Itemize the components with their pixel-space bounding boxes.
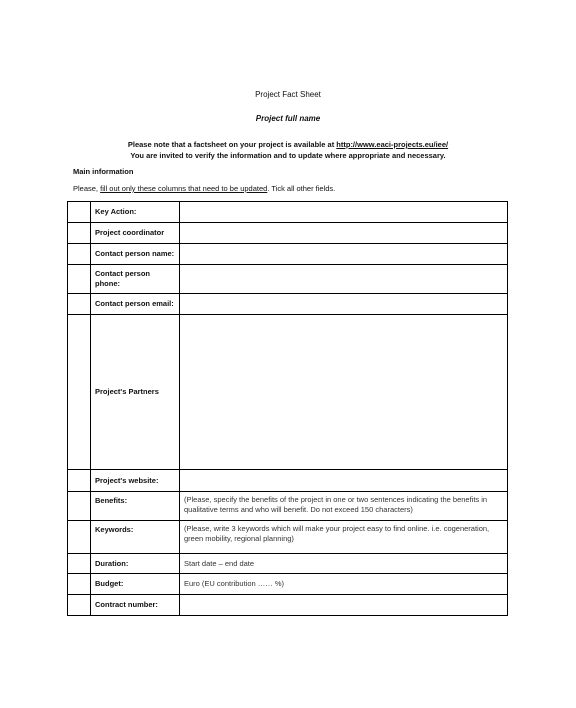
notice-text <box>0 139 576 161</box>
tick-cell[interactable] <box>68 492 91 521</box>
field-value[interactable] <box>180 223 508 244</box>
table-row <box>68 574 508 595</box>
factsheet-link[interactable]: http://www.eaci-projects.eu/iee/ <box>336 140 449 149</box>
field-value[interactable] <box>180 244 508 265</box>
table-row <box>68 223 508 244</box>
field-label: Contract number: <box>91 595 180 616</box>
field-value[interactable]: (Please, specify the benefits of the project in one or two sentences indicating the benefits in qualitative terms and who will benefit. Do not exceed 150 characters) <box>180 492 508 521</box>
field-value[interactable] <box>180 202 508 223</box>
field-value[interactable]: Start date – end date <box>180 554 508 574</box>
table-row <box>68 595 508 616</box>
instruction-prefix: Please, <box>73 184 101 193</box>
tick-cell[interactable] <box>68 223 91 244</box>
field-label: Budget: <box>91 574 180 595</box>
instruction-text <box>73 184 335 193</box>
table-row <box>68 470 508 492</box>
field-label: Key Action: <box>91 202 180 223</box>
tick-cell[interactable] <box>68 265 91 294</box>
table-row <box>68 244 508 265</box>
tick-cell[interactable] <box>68 554 91 574</box>
field-value[interactable] <box>180 294 508 315</box>
table-row <box>68 554 508 574</box>
field-label: Project coordinator <box>91 223 180 244</box>
table-row <box>68 265 508 294</box>
instruction-underlined: fill out only these columns that need to be updated <box>100 184 268 193</box>
tick-cell[interactable] <box>68 470 91 492</box>
table-row <box>68 202 508 223</box>
section-heading: Main information <box>73 167 134 176</box>
tick-cell[interactable] <box>68 521 91 554</box>
field-label: Contact person phone: <box>91 265 180 294</box>
tick-cell[interactable] <box>68 574 91 595</box>
field-label: Benefits: <box>91 492 180 521</box>
document-title: Project Fact Sheet <box>255 90 321 99</box>
project-info-table <box>67 201 508 616</box>
field-label: Duration: <box>91 554 180 574</box>
tick-cell[interactable] <box>68 294 91 315</box>
table-row <box>68 492 508 521</box>
field-label: Project's Partners <box>91 315 180 470</box>
tick-cell[interactable] <box>68 244 91 265</box>
project-full-name: Project full name <box>255 114 321 123</box>
field-label: Project's website: <box>91 470 180 492</box>
field-value[interactable] <box>180 265 508 294</box>
field-value[interactable] <box>180 315 508 470</box>
tick-cell[interactable] <box>68 595 91 616</box>
instruction-suffix: . Tick all other fields. <box>267 184 336 193</box>
notice-line-1 <box>0 139 576 150</box>
notice-prefix: Please note that a factsheet on your project is available at <box>127 140 337 149</box>
field-value[interactable]: (Please, write 3 keywords which will make your project easy to find online. i.e. cogeneration, green mobility, regional planning) <box>180 521 508 554</box>
field-label: Keywords: <box>91 521 180 554</box>
tick-cell[interactable] <box>68 202 91 223</box>
field-value[interactable]: Euro (EU contribution …… %) <box>180 574 508 595</box>
field-value[interactable] <box>180 470 508 492</box>
table-row <box>68 521 508 554</box>
table-row <box>68 294 508 315</box>
notice-line-2: You are invited to verify the information and to update where appropriate and necessary. <box>130 151 446 160</box>
field-value[interactable] <box>180 595 508 616</box>
tick-cell[interactable] <box>68 315 91 470</box>
field-label: Contact person email: <box>91 294 180 315</box>
field-label: Contact person name: <box>91 244 180 265</box>
table-row <box>68 315 508 470</box>
